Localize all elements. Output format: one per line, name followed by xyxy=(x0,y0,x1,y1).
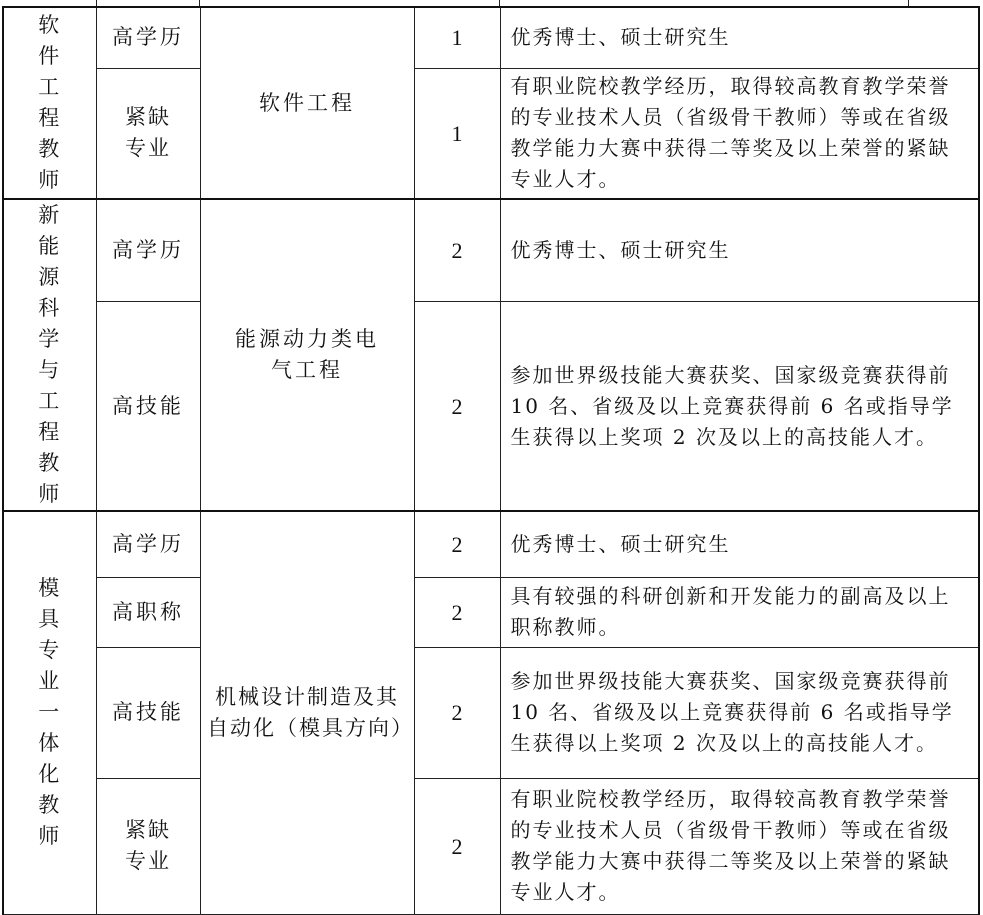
category-cell xyxy=(96,778,200,914)
count-cell: 2 xyxy=(414,577,500,647)
requirement-cell: 优秀博士、硕士研究生 xyxy=(500,7,979,68)
count-cell: 2 xyxy=(414,778,500,914)
category-label: 紧缺专业 xyxy=(125,818,171,873)
table-row xyxy=(3,778,979,914)
position-cell xyxy=(3,7,96,199)
position-cell xyxy=(3,511,96,914)
count-cell: 2 xyxy=(414,647,500,778)
table-row xyxy=(3,647,979,778)
category-label: 紧缺专业 xyxy=(125,105,171,161)
requirement-cell: 优秀博士、硕士研究生 xyxy=(500,199,979,302)
count-cell: 2 xyxy=(414,302,500,511)
table-row xyxy=(3,302,979,511)
major-cell: 软件工程 xyxy=(200,7,414,199)
table-row xyxy=(3,7,979,68)
category-cell: 高职称 xyxy=(96,577,200,647)
requirement-cell: 参加世界级技能大赛获奖、国家级竞赛获得前 10 名、省级及以上竞赛获得前 6 名或指导学生获得以上奖项 2 次及以上的高技能人才。 xyxy=(500,647,979,778)
major-cell xyxy=(200,511,414,914)
requirement-cell: 有职业院校教学经历，取得较高教育教学荣誉的专业技术人员（省级骨干教师）等或在省级教学能力大赛中获得二等奖及以上荣誉的紧缺专业人才。 xyxy=(500,68,979,199)
count-cell: 1 xyxy=(414,7,500,68)
category-cell: 高学历 xyxy=(96,199,200,302)
major-name: 机械设计制造及其自动化（模具方向） xyxy=(207,684,414,740)
position-name: 新能源科学与工程教师 xyxy=(38,203,62,506)
requirement-cell: 具有较强的科研创新和开发能力的副高及以上职称教师。 xyxy=(500,577,979,647)
table-row xyxy=(3,511,979,577)
count-cell: 1 xyxy=(414,68,500,199)
count-cell: 2 xyxy=(414,199,500,302)
category-cell: 高学历 xyxy=(96,7,200,68)
category-cell: 高学历 xyxy=(96,511,200,577)
position-cell xyxy=(3,199,96,511)
major-name: 能源动力类电气工程 xyxy=(235,327,379,382)
category-cell: 高技能 xyxy=(96,647,200,778)
requirement-cell: 有职业院校教学经历，取得较高教育教学荣誉的专业技术人员（省级骨干教师）等或在省级教学能力大赛中获得二等奖及以上荣誉的紧缺专业人才。 xyxy=(500,778,979,914)
table-row xyxy=(3,577,979,647)
requirement-cell: 参加世界级技能大赛获奖、国家级竞赛获得前 10 名、省级及以上竞赛获得前 6 名或指导学生获得以上奖项 2 次及以上的高技能人才。 xyxy=(500,302,979,511)
position-name: 软件工程教师 xyxy=(38,13,62,192)
table-row xyxy=(3,199,979,302)
recruitment-table xyxy=(2,6,980,915)
requirement-cell: 优秀博士、硕士研究生 xyxy=(500,511,979,577)
category-cell: 高技能 xyxy=(96,302,200,511)
table-row xyxy=(3,68,979,199)
position-name: 模具专业一体化教师 xyxy=(38,576,62,849)
count-cell: 2 xyxy=(414,511,500,577)
category-cell xyxy=(96,68,200,199)
major-cell xyxy=(200,199,414,511)
